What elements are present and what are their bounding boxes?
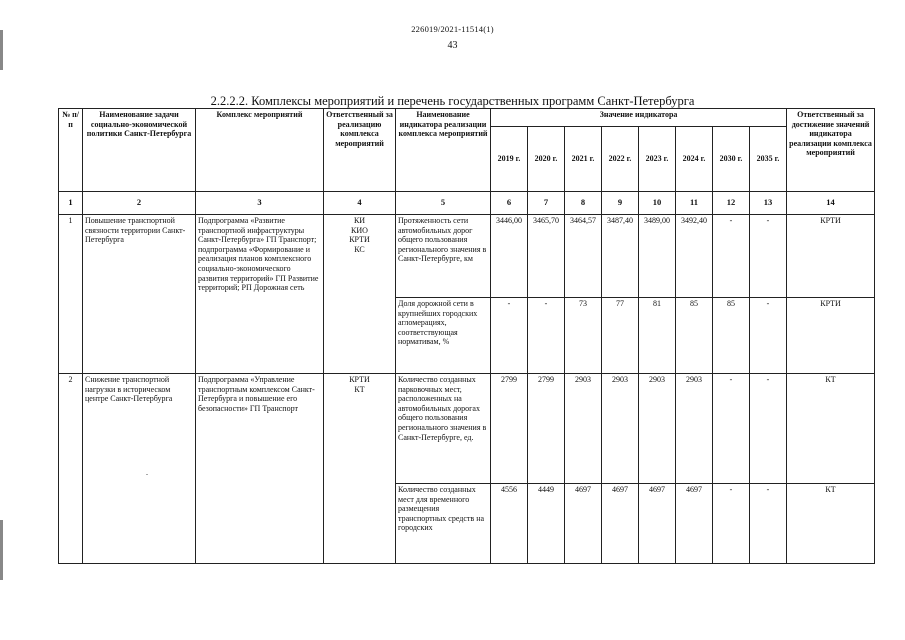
column-number: 14 — [787, 192, 875, 215]
indicator-name: Количество созданных мест для временного размещения транспортных средств на городских — [396, 484, 491, 564]
task-cell: Повышение транспортной связности территории Санкт-Петербурга — [83, 215, 196, 374]
header-responsible: Ответственный за реализацию комплекса мероприятий — [324, 109, 396, 192]
header-indicator: Наименование индикатора реализации комплекса мероприятий — [396, 109, 491, 192]
indicator-value: 4697 — [565, 484, 602, 564]
row-number: 1 — [59, 215, 83, 374]
indicator-value: - — [713, 215, 750, 298]
table-row — [59, 374, 875, 484]
responsible-cell — [324, 374, 396, 564]
indicator-responsible: КРТИ — [787, 215, 875, 298]
indicator-responsible: КТ — [787, 484, 875, 564]
column-number: 1 — [59, 192, 83, 215]
document-number: 226019/2021-11514(1) — [411, 24, 494, 34]
complex-cell: Подпрограмма «Развитие транспортной инфраструктуры Санкт-Петербурга» ГП Транспорт; подпрограмма «Формирование и реализация планов комплексного социально-экономического развития территорий» ГП Развитие территорий; РП Дорожная сеть — [196, 215, 324, 374]
header-num: № п/п — [59, 109, 83, 192]
indicator-value: 3446,00 — [491, 215, 528, 298]
header-year: 2019 г. — [491, 127, 528, 192]
indicator-value: 2903 — [676, 374, 713, 484]
indicator-value: 3487,40 — [602, 215, 639, 298]
indicator-value: - — [491, 298, 528, 374]
indicator-responsible: КТ — [787, 374, 875, 484]
indicator-value: 3492,40 — [676, 215, 713, 298]
indicator-value: - — [750, 298, 787, 374]
column-number: 9 — [602, 192, 639, 215]
row-number: 2 — [59, 374, 83, 564]
column-number: 5 — [396, 192, 491, 215]
header-year: 2020 г. — [528, 127, 565, 192]
indicator-value: - — [750, 215, 787, 298]
stray-mark: . — [146, 468, 148, 477]
indicator-responsible: КРТИ — [787, 298, 875, 374]
indicator-value: 4697 — [676, 484, 713, 564]
responsible-entry: КС — [354, 244, 365, 254]
indicator-value: 3489,00 — [639, 215, 676, 298]
table-row — [59, 215, 875, 298]
indicator-value: 81 — [639, 298, 676, 374]
indicator-name: Количество созданных парковочных мест, расположенных на автомобильных дорогах общего пользования регионального значения в Санкт-Петербурге, ед. — [396, 374, 491, 484]
column-number: 10 — [639, 192, 676, 215]
responsible-entry: КРТИ — [349, 375, 370, 384]
indicator-value: 4449 — [528, 484, 565, 564]
indicator-value: 4697 — [602, 484, 639, 564]
section-title: 2.2.2.2. Комплексы мероприятий и перечень государственных программ Санкт-Петербурга — [210, 94, 695, 108]
indicator-name: Доля дорожной сети в крупнейших городских агломерациях, соответствующая нормативам, % — [396, 298, 491, 374]
column-number: 13 — [750, 192, 787, 215]
column-number: 8 — [565, 192, 602, 215]
header-task: Наименование задачи социально-экономической политики Санкт-Петербурга — [83, 109, 196, 192]
indicator-value: 2903 — [639, 374, 676, 484]
responsible-entry: КТ — [354, 384, 365, 394]
indicator-value: 3464,57 — [565, 215, 602, 298]
responsible-entry: КРТИ — [349, 235, 370, 245]
page-number: 43 — [447, 40, 458, 51]
column-number: 12 — [713, 192, 750, 215]
header-responsible-indicator: Ответственный за достижение значений индикатора реализации комплекса мероприятий — [787, 109, 875, 192]
column-number: 6 — [491, 192, 528, 215]
responsible-entry: КИО — [351, 225, 368, 235]
header-year: 2022 г. — [602, 127, 639, 192]
header-year: 2023 г. — [639, 127, 676, 192]
responsible-entry: КИ — [353, 216, 366, 225]
header-year: 2021 г. — [565, 127, 602, 192]
scan-edge-mark — [0, 520, 3, 580]
indicator-value: 73 — [565, 298, 602, 374]
header-indicator-value: Значение индикатора — [491, 109, 787, 127]
column-number-row — [59, 192, 875, 215]
column-number: 11 — [676, 192, 713, 215]
indicator-name: Протяженность сети автомобильных дорог общего пользования регионального значения в Санкт-Петербурге, км — [396, 215, 491, 298]
indicator-value: - — [713, 484, 750, 564]
column-number: 2 — [83, 192, 196, 215]
responsible-cell — [324, 215, 396, 374]
header-complex: Комплекс мероприятий — [196, 109, 324, 192]
indicator-value: 4697 — [639, 484, 676, 564]
indicator-value: 85 — [713, 298, 750, 374]
indicator-value: 4556 — [491, 484, 528, 564]
indicator-value: - — [713, 374, 750, 484]
task-cell: Снижение транспортной нагрузки в историческом центре Санкт-Петербурга — [83, 374, 196, 564]
indicator-value: - — [750, 484, 787, 564]
indicator-value: - — [750, 374, 787, 484]
indicator-value: 85 — [676, 298, 713, 374]
indicator-value: 2903 — [565, 374, 602, 484]
column-number: 4 — [324, 192, 396, 215]
header-year: 2024 г. — [676, 127, 713, 192]
header-year: 2030 г. — [713, 127, 750, 192]
indicator-value: 2799 — [528, 374, 565, 484]
indicator-value: 2799 — [491, 374, 528, 484]
indicator-value: 2903 — [602, 374, 639, 484]
indicator-value: 3465,70 — [528, 215, 565, 298]
indicator-value: 77 — [602, 298, 639, 374]
header-year: 2035 г. — [750, 127, 787, 192]
indicator-value: - — [528, 298, 565, 374]
complex-cell: Подпрограмма «Управление транспортным комплексом Санкт-Петербурга и повышение его безопасности» ГП Транспорт — [196, 374, 324, 564]
column-number: 3 — [196, 192, 324, 215]
programs-table — [58, 108, 875, 564]
column-number: 7 — [528, 192, 565, 215]
